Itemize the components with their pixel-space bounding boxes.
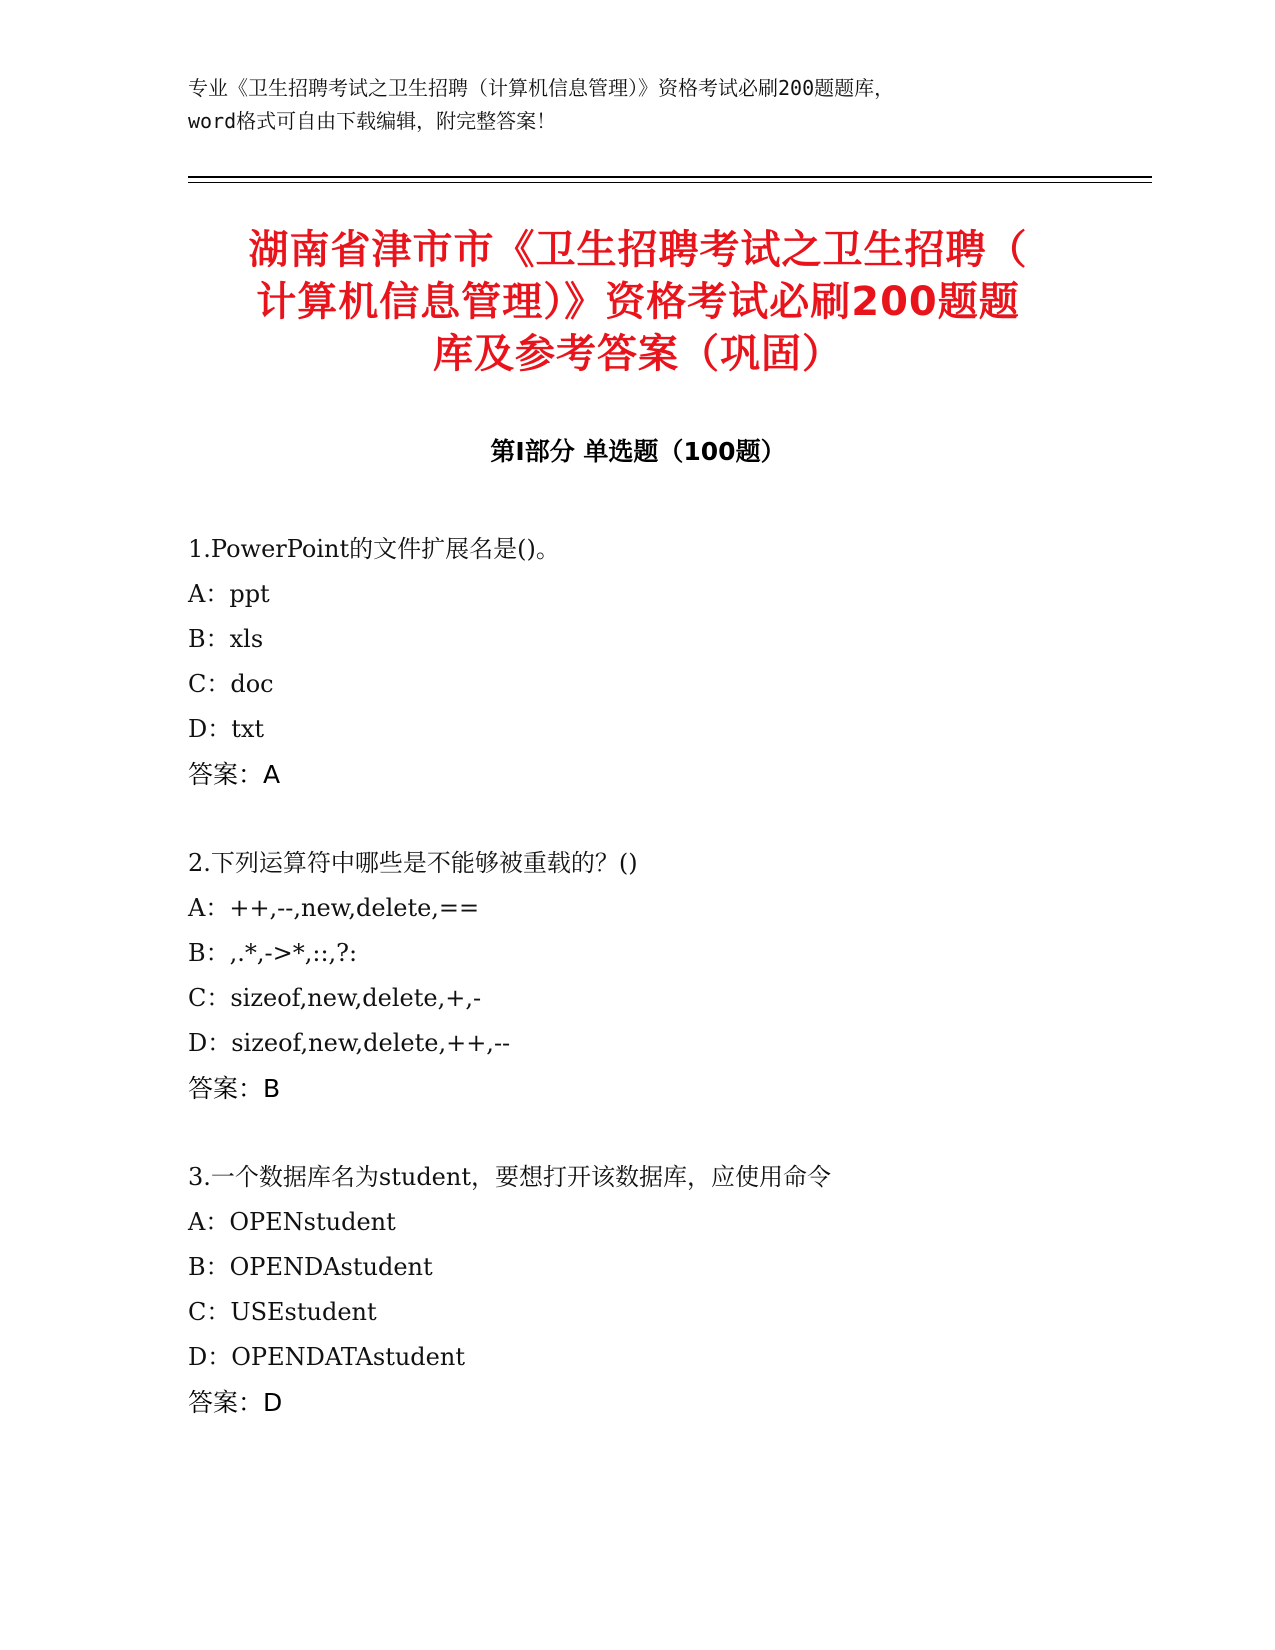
answer-line: 答案：D: [188, 1388, 283, 1417]
header-note-line-1: 专业《卫生招聘考试之卫生招聘（计算机信息管理）》资格考试必刷200题题库，: [188, 76, 895, 100]
option-a: A：++,--,new,delete,==: [188, 894, 480, 922]
document-title-line-1: 湖南省津市市《卫生招聘考试之卫生招聘（: [248, 227, 1028, 273]
question-list: [188, 527, 1088, 1469]
option-b: B：,.*,->*,::,?:: [188, 939, 358, 967]
question-stem: 1.PowerPoint的文件扩展名是()。: [188, 535, 560, 563]
option-c: C：USEstudent: [188, 1298, 377, 1326]
option-d: D：OPENDATAstudent: [188, 1343, 465, 1371]
document-title-line-2: 计算机信息管理）》资格考试必刷200题题: [256, 279, 1020, 325]
option-a: A：OPENstudent: [188, 1208, 396, 1236]
option-c: C：doc: [188, 670, 274, 698]
section-title: 第Ⅰ部分 单选题（100题）: [490, 437, 786, 466]
answer-line: 答案：A: [188, 760, 281, 789]
header-divider-thin: [188, 182, 1152, 183]
option-b: B：xls: [188, 625, 264, 653]
option-d: D：sizeof,new,delete,++,--: [188, 1029, 511, 1057]
document-title: [188, 224, 1088, 380]
header-note-line-2: word格式可自由下载编辑，附完整答案！: [188, 109, 557, 133]
question-item: [188, 527, 1088, 797]
header-note: [188, 72, 1088, 138]
question-stem: 2.下列运算符中哪些是不能够被重载的？(): [188, 849, 638, 877]
option-b: B：OPENDAstudent: [188, 1253, 433, 1281]
option-d: D：txt: [188, 715, 265, 743]
question-item: [188, 841, 1088, 1111]
question-stem: 3.一个数据库名为student，要想打开该数据库，应使用命令: [188, 1163, 831, 1191]
option-c: C：sizeof,new,delete,+,-: [188, 984, 482, 1012]
header-divider-thick: [188, 176, 1152, 178]
question-item: [188, 1155, 1088, 1425]
answer-line: 答案：B: [188, 1074, 281, 1103]
option-a: A：ppt: [188, 580, 270, 608]
document-title-line-3: 库及参考答案（巩固）: [433, 331, 843, 377]
